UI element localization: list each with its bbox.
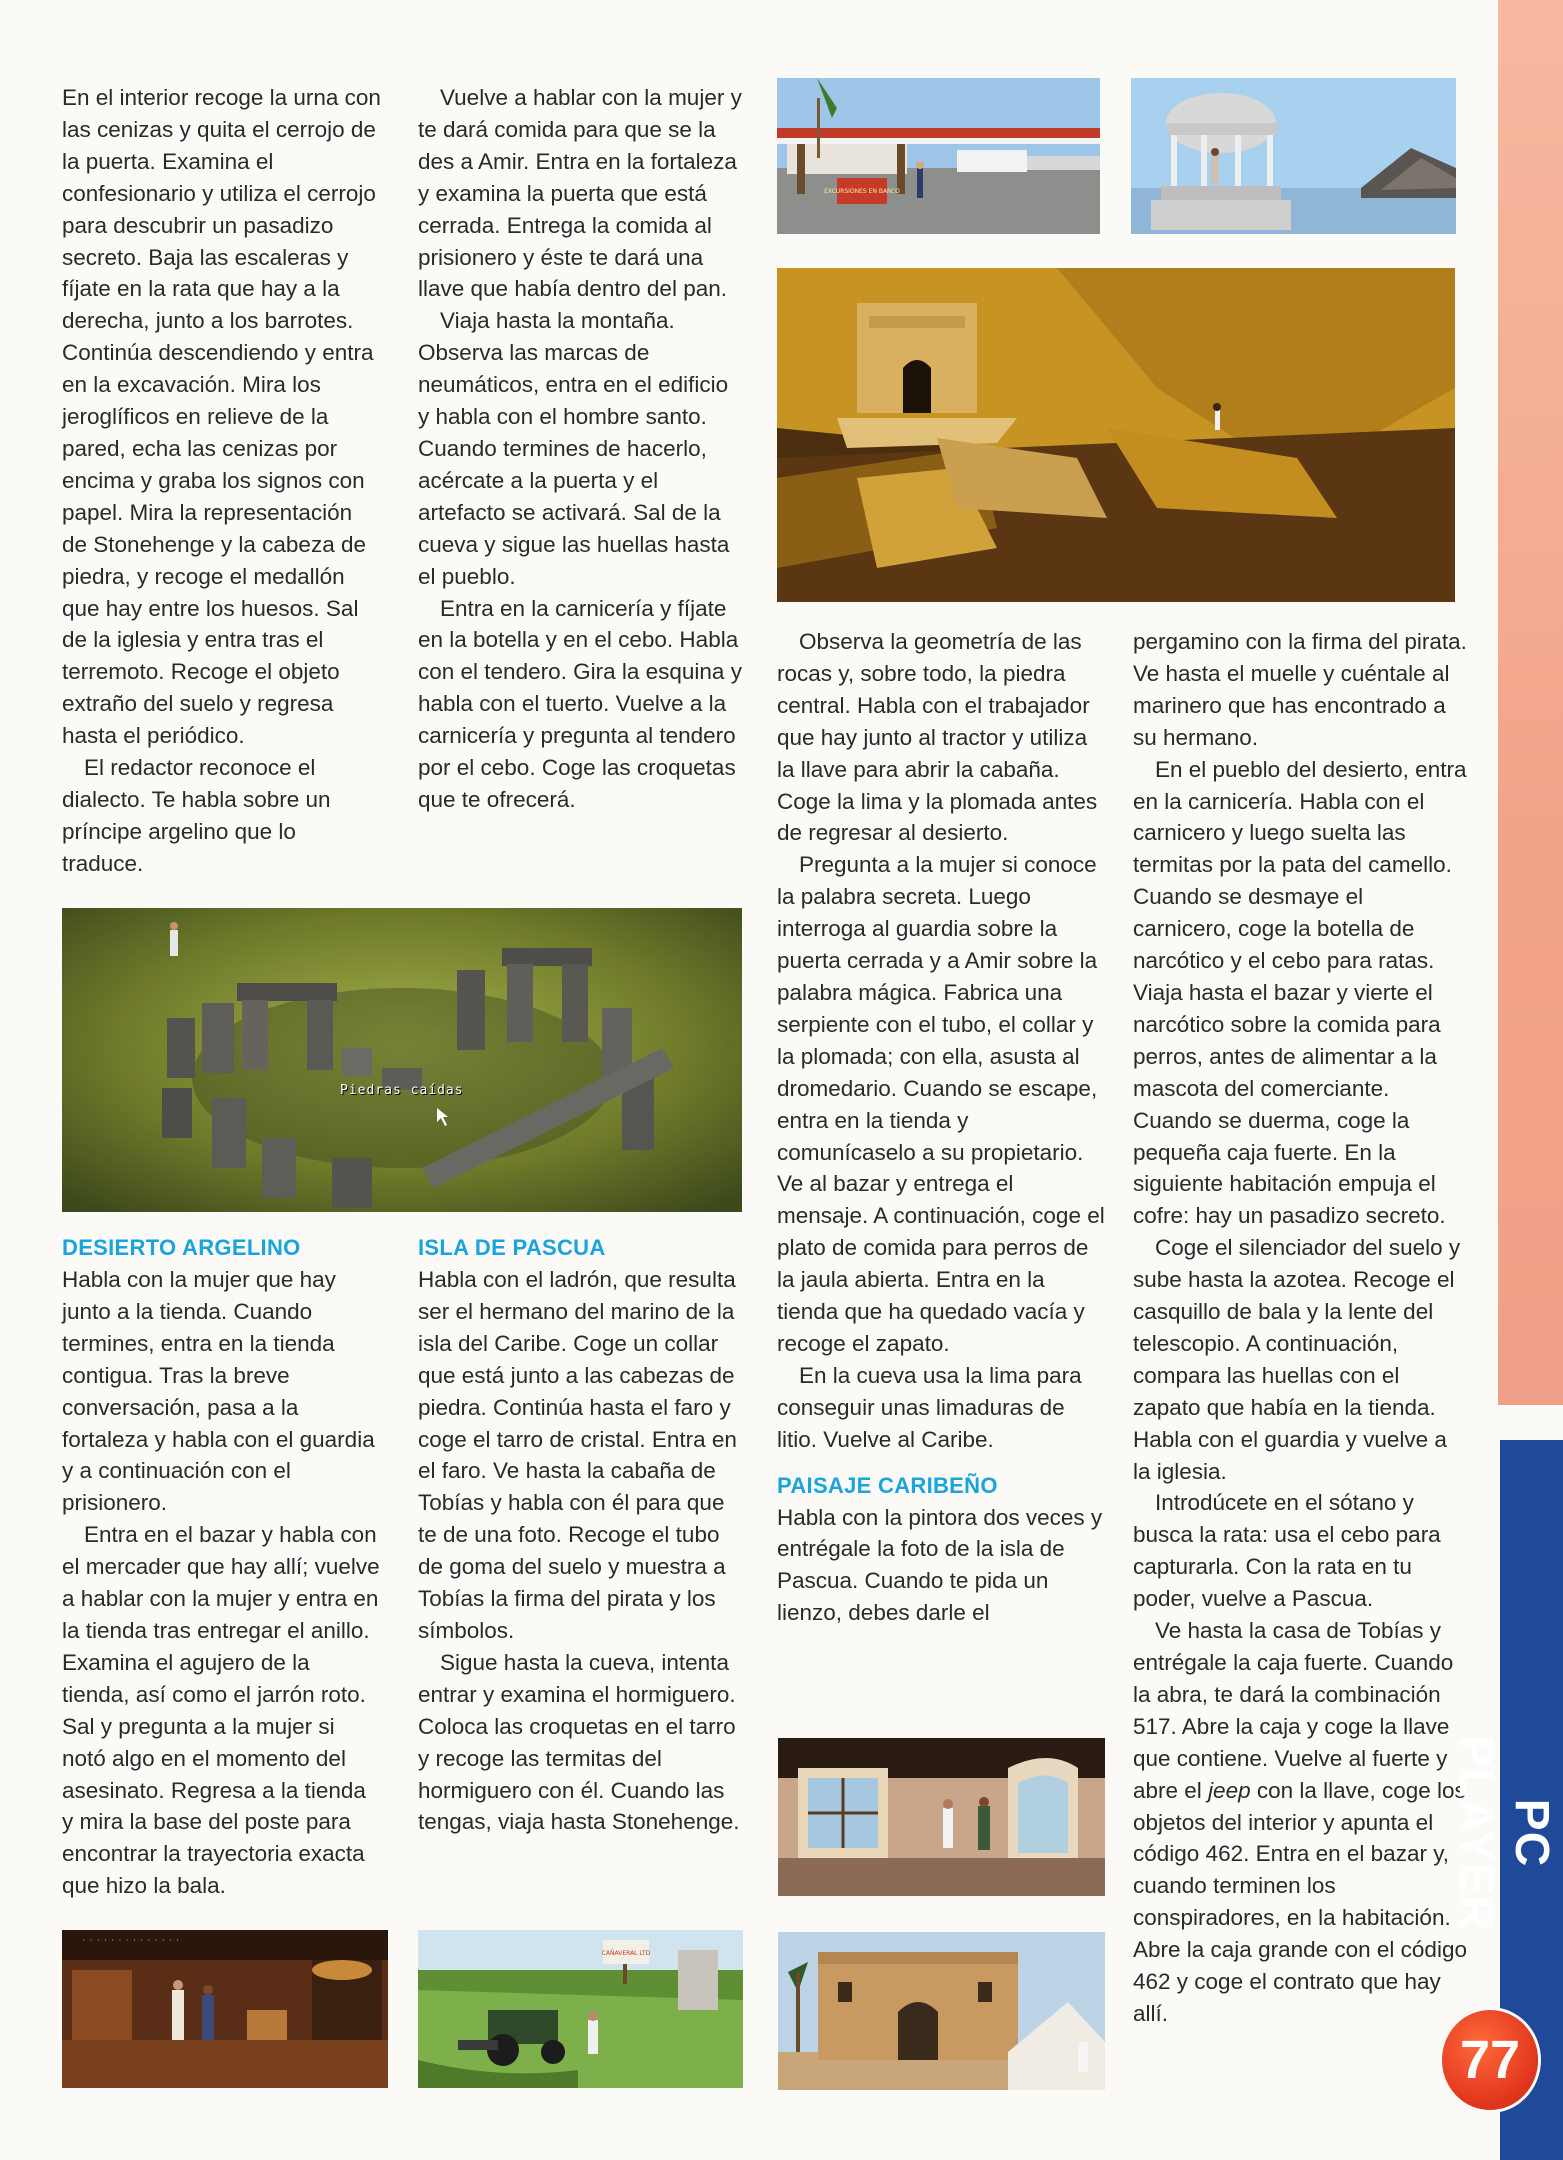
paragraph: Habla con la mujer que hay junto a la tienda. Cuando termines, entra en la tienda contigua. Tras la breve conversación, pasa a la fortaleza y habla con el guardia y a continuación con el prisionero. bbox=[62, 1267, 375, 1516]
margin-tab bbox=[1498, 0, 1563, 1405]
paragraph: Sigue hasta la cueva, intenta entrar y examina el hormiguero. Coloca las croquetas en el tarro y recoge las termitas del hormiguero con él. Cuando las tengas, viaja hasta Stonehenge. bbox=[418, 1649, 740, 1835]
screenshot-bazaar bbox=[62, 1930, 388, 2088]
paragraph: Introdúcete en el sótano y busca la rata: usa el cebo para capturarla. Con la rata en tu poder, vuelve a Pascua. bbox=[1133, 1490, 1441, 1612]
paragraph: El redactor reconoce el dialecto. Te habla sobre un príncipe argelino que lo traduce. bbox=[62, 755, 331, 876]
screenshot-tractor bbox=[418, 1930, 743, 2088]
stonehenge-caption: Piedras caídas bbox=[340, 1083, 464, 1098]
screenshot-harbor bbox=[777, 78, 1100, 234]
paragraph bbox=[1133, 1615, 1468, 2030]
paragraph: En la cueva usa la lima para conseguir unas limaduras de litio. Vuelve al Caribe. bbox=[777, 1362, 1082, 1452]
paragraph: Observa la geometría de las rocas y, sobre todo, la piedra central. Habla con el trabajador que hay junto al tractor y utiliza la llave para abrir la cabaña. Coge la lima y la plomada antes de regresar al desierto. bbox=[777, 629, 1098, 846]
section-heading-pascua: ISLA DE PASCUA bbox=[418, 1235, 606, 1260]
harbor-sign: EXCURSIONES EN BARCO bbox=[824, 188, 900, 195]
paragraph: Vuelve a hablar con la mujer y te dará comida para que se la des a Amir. Entra en la fortaleza y examina la puerta que está cerrada. Entrega la comida al prisionero y éste te dará una llave que había dentro del pan. bbox=[418, 85, 742, 302]
paragraph: En el interior recoge la urna con las cenizas y quita el cerrojo de la puerta. Examina el confesionario y utiliza el cerrojo para descubrir un pasadizo secreto. Baja las escaleras y fíjate en la rata que hay a la derecha, junto a los barrotes. Continúa descendiendo y entra en la excavación. Mira los jeroglíficos en relieve de la pared, echa las cenizas por encima y graba los signos con papel. Mira la representación de Stonehenge y la cabeza de piedra, y recoge el medallón que hay entre los huesos. Sal de la iglesia y entra tras el terremoto. Recoge el objeto extraño del suelo y regresa hasta el periódico. bbox=[62, 85, 381, 749]
tractor-sign: CAÑAVERAL LTD bbox=[601, 1950, 651, 1957]
screenshot-fort bbox=[778, 1932, 1105, 2090]
svg-text:· · · · · · · · · · · · · ·: · · · · · · · · · · · · · · bbox=[82, 1937, 180, 1944]
paragraph: Entra en el bazar y habla con el mercader que hay allí; vuelve a hablar con la mujer y entra en la tienda tras entregar el anillo. Examina el agujero de la tienda, así como el jarrón roto. Sal y pregunta a la mujer si notó algo en el momento del asesinato. Regresa a la tienda y mira la base del poste para encontrar la trayectoria exacta que hizo la bala. bbox=[62, 1522, 380, 1899]
text-column-1 bbox=[62, 82, 382, 880]
screenshot-temple bbox=[777, 268, 1455, 602]
section-heading-desierto: DESIERTO ARGELINO bbox=[62, 1235, 301, 1260]
screenshot-painter bbox=[778, 1738, 1105, 1896]
paragraph: pergamino con la firma del pirata. Ve hasta el muelle y cuéntale al marinero que has encontrado a su hermano. bbox=[1133, 629, 1467, 750]
section-desierto bbox=[62, 1232, 382, 1902]
paragraph: Habla con el ladrón, que resulta ser el hermano del marino de la isla del Caribe. Coge un collar que está junto a las cabezas de piedra. Continúa hasta el faro y coge el tarro de cristal. Entra en el faro. Ve hasta la cabaña de Tobías y habla con él para que te de una foto. Recoge el tubo de goma del suelo y muestra a Tobías la firma del pirata y los símbolos. bbox=[418, 1267, 737, 1643]
text-column-4 bbox=[1133, 626, 1468, 2030]
paragraph: Coge el silenciador del suelo y sube hasta la azotea. Recoge el casquillo de bala y la lente del telescopio. A continuación, compara las huellas con el zapato que había en la tienda. Habla con el guardia y vuelve a la iglesia. bbox=[1133, 1235, 1461, 1484]
screenshot-gazebo bbox=[1131, 78, 1456, 234]
paragraph: Entra en la carnicería y fíjate en la botella y en el cebo. Habla con el tendero. Gira la esquina y habla con el tuerto. Vuelve a la carnicería y pregunta al tendero por el cebo. Coge las croquetas que te ofrecerá. bbox=[418, 595, 742, 812]
screenshot-stonehenge bbox=[62, 908, 742, 1212]
paragraph: Habla con la pintora dos veces y entrégale la foto de la isla de Pascua. Cuando te pida un lienzo, debes darle el bbox=[777, 1504, 1103, 1626]
paragraph: Viaja hasta la montaña. Observa las marcas de neumáticos, entra en el edificio y habla con el hombre santo. Cuando termines de hacerlo, acércate a la puerta y el artefacto se activará. Sal de la cueva y sigue las huellas hasta el pueblo. bbox=[418, 308, 730, 589]
text-column-3 bbox=[777, 626, 1107, 1629]
page-number: 77 bbox=[1442, 2010, 1538, 2110]
section-heading-caribe: PAISAJE CARIBEÑO bbox=[777, 1472, 998, 1498]
paragraph-part: con la llave, coge los objetos del interior y apunta el código 462. Entra en el bazar y, cuando terminen los conspiradores, en la habitación. Abre la caja grande con el código 462 y coge el contrato que hay allí. bbox=[1133, 1777, 1467, 2026]
magazine-brand: PC PLAYER bbox=[1449, 1734, 1558, 1932]
paragraph: En el pueblo del desierto, entra en la carnicería. Habla con el carnicero y luego suelta las termitas por la pata del camello. Cuando se desmaye el carnicero, coge la botella de narcótico y el cebo para ratas. Viaja hasta el bazar y vierte el narcótico sobre la comida para perros, antes de alimentar a la mascota del comerciante. Cuando se duerma, coge la pequeña caja fuerte. En la siguiente habitación empuja el cofre: hay un pasadizo secreto. bbox=[1133, 756, 1467, 1229]
text-column-2 bbox=[418, 82, 743, 816]
italic-word: jeep bbox=[1208, 1777, 1251, 1803]
paragraph-part: Ve hasta la casa de Tobías y entrégale la caja fuerte. Cuando la abra, te dará la combinación 517. Abre la caja y coge la llave que contiene. Vuelve al fuerte y abre el bbox=[1133, 1618, 1454, 1803]
paragraph: Pregunta a la mujer si conoce la palabra secreta. Luego interroga al guardia sobre la puerta cerrada y a Amir sobre la palabra mágica. Fabrica una serpiente con el tubo, el collar y la plomada; con ella, asusta al dromedario. Cuando se escape, entra en la tienda y comunícaselo a su propietario. Ve al bazar y entrega el mensaje. A continuación, coge el plato de comida para perros de la jaula abierta. Entra en la tienda que ha quedado vacía y recoge el zapato. bbox=[777, 852, 1105, 1356]
section-pascua bbox=[418, 1232, 743, 1838]
